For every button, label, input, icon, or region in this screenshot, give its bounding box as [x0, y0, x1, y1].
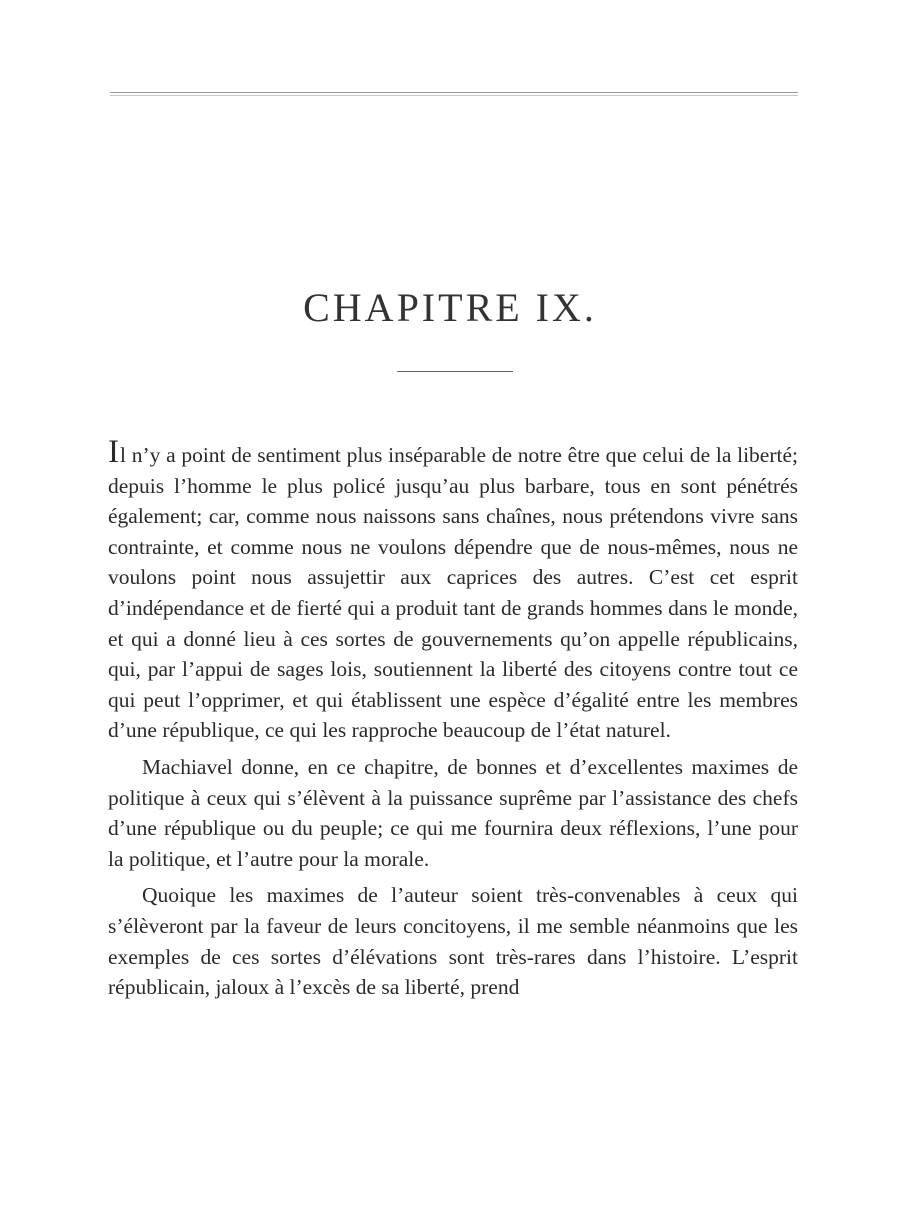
drop-letter: I [108, 434, 120, 470]
paragraph-3: Quoique les maximes de l’auteur soient très-convenables à ceux qui s’élèveront par la faveur de leurs concitoyens, il me semble néanmoins que les exemples de ces sortes d’élévations sont très-rares dans l’histoire. L’esprit républicain, jaloux à l’excès de sa liberté, prend [108, 883, 798, 1000]
title-rule [397, 371, 513, 372]
body-text [108, 434, 798, 1009]
paragraph-1 [108, 434, 798, 746]
paragraph-2: Machiavel donne, en ce chapitre, de bonnes et d’excellentes maximes de politique à ceux qui s’élèvent à la puissance suprême par l’assistance des chefs d’une république ou du peuple; ce qui me fournira deux réflexions, l’une pour la politique, et l’autre pour la morale. [108, 754, 798, 871]
chapter-title: CHAPITRE IX. [303, 285, 597, 330]
paragraph-1-text: l n’y a point de sentiment plus inséparable de notre être que celui de la liberté; depuis l’homme le plus policé jusqu’au plus barbare, tous en sont pénétrés également; car, comme nous naissons sans chaînes, nous prétendons vivre sans contrainte, et comme nous ne voulons dépendre que de nous-mêmes, nous ne voulons point nous assujettir aux caprices des autres. C’est cet esprit d’indépendance et de fierté qui a produit tant de grands hommes dans le monde, et qui a donné lieu à ces sortes de gouvernements qu’on appelle républicains, qui, par l’appui de sages lois, soutiennent la liberté des citoyens contre tout ce qui peut l’opprimer, et qui établissent une espèce d’égalité entre les membres d’une république, ce qui les rapproche beaucoup de l’état naturel. [108, 443, 798, 743]
top-rule [110, 92, 798, 93]
